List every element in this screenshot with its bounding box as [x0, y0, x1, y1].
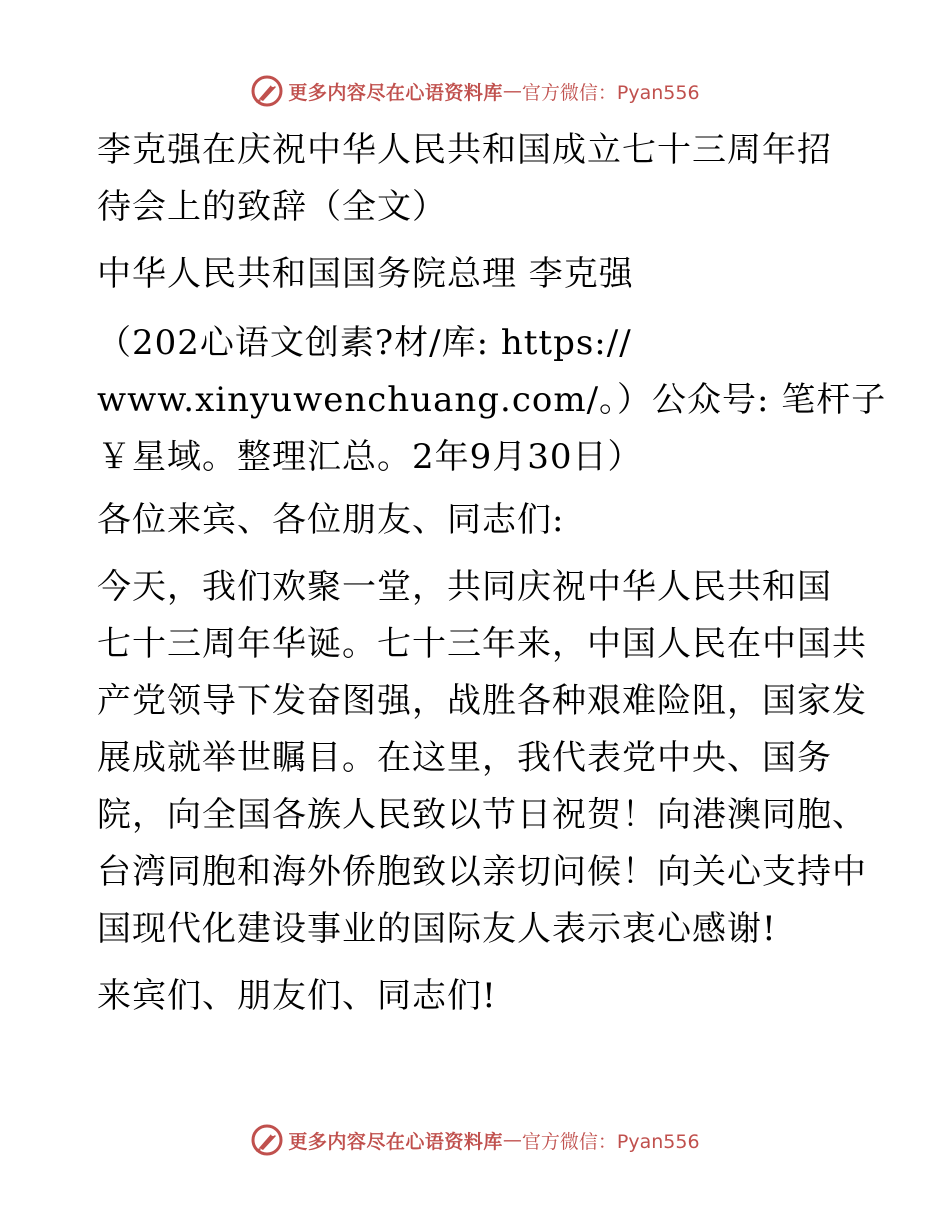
- pen-nib-logo-icon: [250, 74, 284, 108]
- body-line: 台湾同胞和海外侨胞致以亲切问候！向关心支持中: [97, 852, 867, 892]
- header-banner: [0, 71, 950, 111]
- document-body: [97, 122, 887, 1025]
- body-paragraph: [97, 559, 867, 958]
- source-line: ￥星域。整理汇总。2年9月30日）: [97, 437, 643, 477]
- body-line: 展成就举世瞩目。在这里，我代表党中央、国务: [97, 738, 832, 778]
- header-separator: —: [502, 80, 522, 102]
- footer-separator: —: [502, 1129, 522, 1151]
- body-line: 国现代化建设事业的国际友人表示衷心感谢!: [97, 909, 777, 949]
- header-site-text: 更多内容尽在心语资料库: [288, 81, 503, 104]
- body-line: 七十三周年华诞。七十三年来，中国人民在中国共: [97, 624, 867, 664]
- footer-wechat-text: 官方微信：Pyan556: [521, 1130, 700, 1153]
- closing-greeting: 来宾们、朋友们、同志们!: [97, 976, 497, 1016]
- title-line: 李克强在庆祝中华人民共和国成立七十三周年招: [97, 130, 832, 170]
- footer-banner: [0, 1120, 950, 1160]
- document-author: 中华人民共和国国务院总理 李克强: [97, 254, 634, 294]
- pen-nib-logo-icon: [250, 1123, 284, 1157]
- body-line: 产党领导下发奋图强，战胜各种艰难险阻，国家发: [97, 681, 867, 721]
- source-line: www.xinyuwenchuang.com/。）公众号: 笔杆子: [97, 380, 887, 420]
- source-line: （202心语文创素?材/库: https://: [97, 323, 632, 363]
- body-line: 今天，我们欢聚一堂，共同庆祝中华人民共和国: [97, 567, 832, 607]
- header-wechat-text: 官方微信：Pyan556: [521, 81, 700, 104]
- footer-site-text: 更多内容尽在心语资料库: [288, 1130, 503, 1153]
- body-line: 院，向全国各族人民致以节日祝贺！向港澳同胞、: [97, 795, 867, 835]
- document-source-note: [97, 315, 887, 486]
- opening-greeting: 各位来宾、各位朋友、同志们:: [97, 500, 565, 540]
- document-title: [97, 122, 857, 236]
- title-line: 待会上的致辞（全文）: [97, 187, 447, 227]
